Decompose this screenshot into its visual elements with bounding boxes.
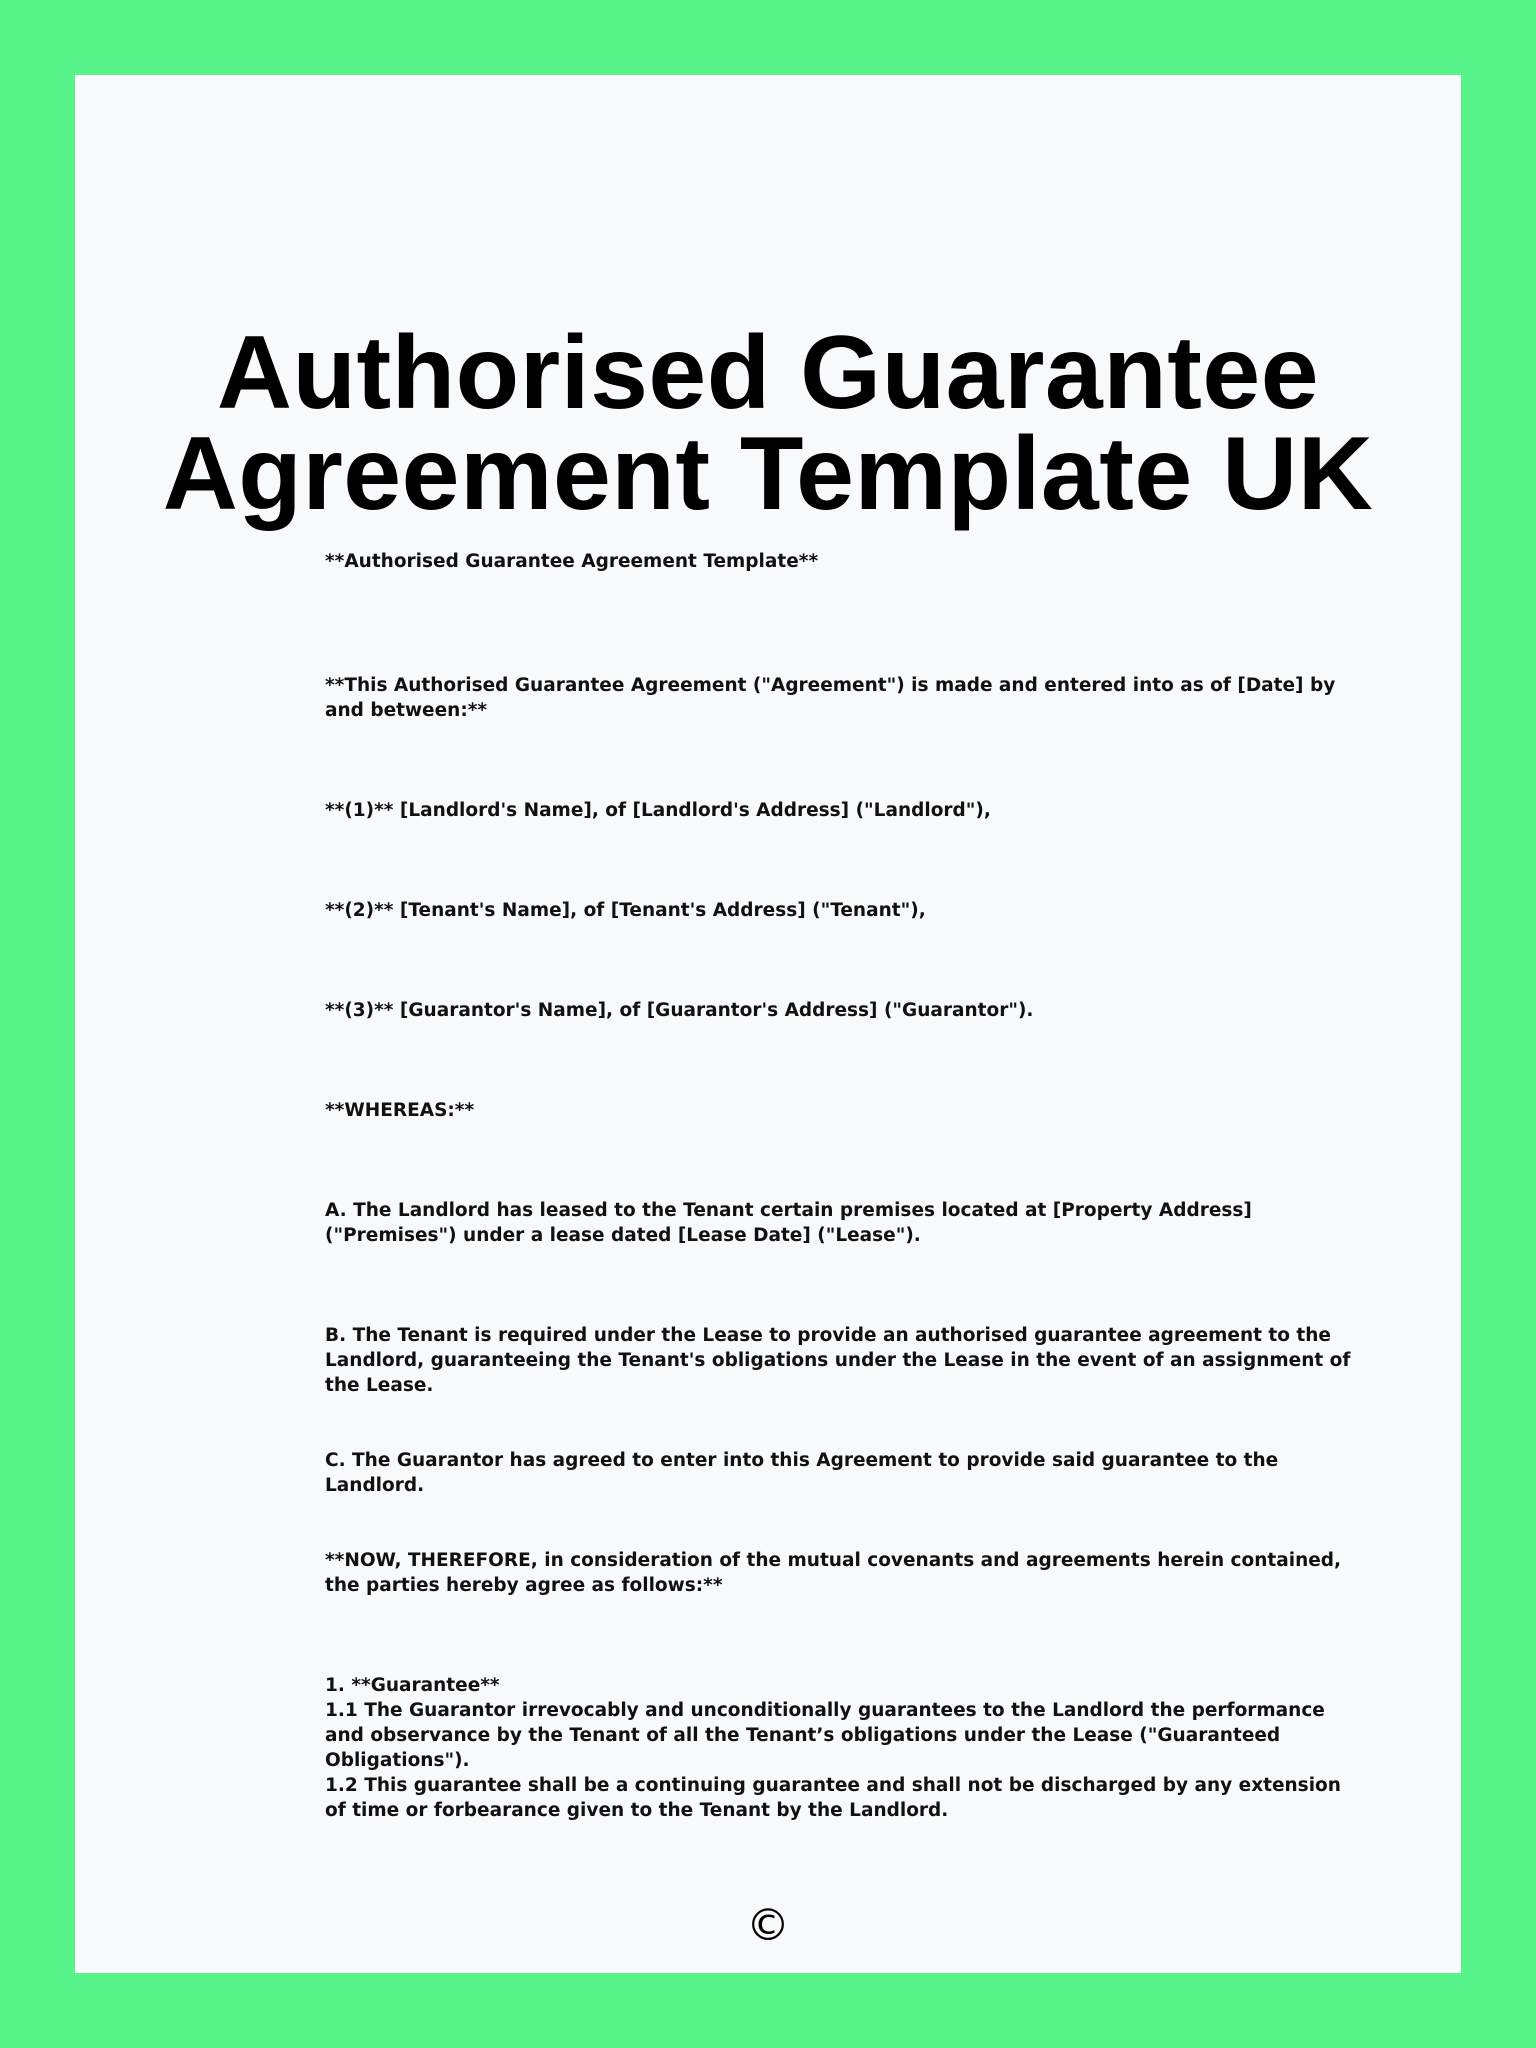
section-1 — [325, 1673, 1355, 1823]
whereas-heading: **WHEREAS:** — [325, 1100, 475, 1121]
document-page — [75, 75, 1461, 1973]
document-heading: **Authorised Guarantee Agreement Template** — [325, 551, 819, 572]
document-title — [75, 315, 1461, 532]
now-therefore-paragraph: **NOW, THEREFORE, in consideration of the mutual covenants and agreements herein contained, the parties hereby agree as follows:** — [325, 1550, 1342, 1596]
section-1-2: 1.2 This guarantee shall be a continuing guarantee and shall not be discharged by any extension of time or forbearance given to the Tenant by the Landlord. — [325, 1775, 1341, 1821]
recital-a: A. The Landlord has leased to the Tenant certain premises located at [Property Address] ("Premises") under a lease dated [Lease Date] ("Lease"). — [325, 1200, 1252, 1246]
recital-b: B. The Tenant is required under the Lease to provide an authorised guarantee agreement to the Landlord, guaranteeing the Tenant's obligations under the Lease in the event of an assignment of the Lease. — [325, 1325, 1351, 1396]
section-1-title: 1. **Guarantee** — [325, 1675, 500, 1696]
party-2: **(2)** [Tenant's Name], of [Tenant's Address] ("Tenant"), — [325, 900, 926, 921]
recital-c: C. The Guarantor has agreed to enter into this Agreement to provide said guarantee to the Landlord. — [325, 1450, 1279, 1496]
intro-paragraph: **This Authorised Guarantee Agreement ("Agreement") is made and entered into as of [Date] by and between:** — [325, 675, 1336, 721]
party-1: **(1)** [Landlord's Name], of [Landlord's Address] ("Landlord"), — [325, 800, 991, 821]
copyright-icon: © — [746, 1900, 790, 1951]
section-1-1: 1.1 The Guarantor irrevocably and unconditionally guarantees to the Landlord the performance and observance by the Tenant of all the Tenant’s obligations under the Lease ("Guaranteed Obligations"). — [325, 1700, 1325, 1771]
title-line-1: Authorised Guarantee — [216, 315, 1320, 431]
title-line-2: Agreement Template UK — [162, 416, 1374, 532]
party-3: **(3)** [Guarantor's Name], of [Guarantor's Address] ("Guarantor"). — [325, 1000, 1034, 1021]
